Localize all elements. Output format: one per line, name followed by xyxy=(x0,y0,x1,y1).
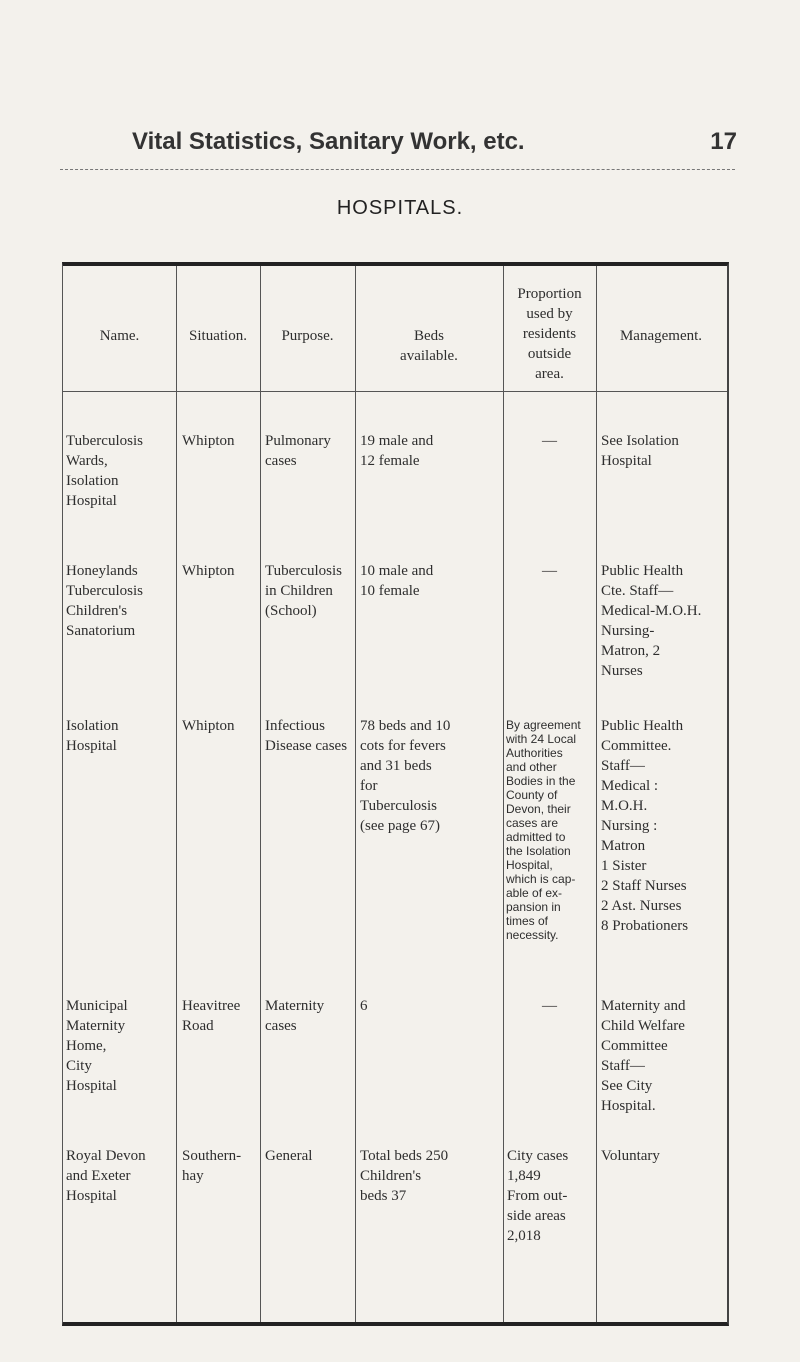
row4-proportion: — xyxy=(542,998,557,1014)
running-title: Vital Statistics, Sanitary Work, etc. xyxy=(132,128,525,155)
row2-management: Public Health Cte. Staff— Medical-M.O.H. Nursing- Matron, 2 Nurses xyxy=(601,563,702,679)
header-purpose: Purpose. xyxy=(281,328,334,344)
hospitals-table xyxy=(62,262,729,1326)
column-divider xyxy=(355,266,356,1322)
row3-beds: 78 beds and 10 cots for fevers and 31 beds for Tuberculosis (see page 67) xyxy=(360,718,451,834)
row4-name: Municipal Maternity Home, City Hospital xyxy=(66,998,128,1094)
row1-proportion: — xyxy=(542,433,557,449)
row5-beds: Total beds 250 Children's beds 37 xyxy=(360,1148,449,1204)
column-divider xyxy=(503,266,504,1322)
row2-purpose: Tuberculosis in Children (School) xyxy=(265,563,342,619)
row1-beds: 19 male and 12 female xyxy=(360,433,434,469)
row1-situation: Whipton xyxy=(182,433,235,449)
header-rule xyxy=(60,169,735,170)
row3-management: Public Health Committee. Staff— Medical : M.O.H. Nursing : Matron 1 Sister 2 Staff Nurses 2 Ast. Nurses 8 Probationers xyxy=(601,718,689,934)
header-proportion: Proportion used by residents outside area. xyxy=(517,286,582,382)
header-beds: Beds available. xyxy=(400,328,458,364)
row5-name: Royal Devon and Exeter Hospital xyxy=(66,1148,146,1204)
row3-name: Isolation Hospital xyxy=(66,718,119,754)
column-divider xyxy=(260,266,261,1322)
row5-proportion: City cases 1,849 From out- side areas 2,018 xyxy=(507,1148,569,1244)
table-title: HOSPITALS. xyxy=(336,197,464,219)
page-number: 17 xyxy=(710,128,737,155)
header-name: Name. xyxy=(99,328,140,344)
header-divider xyxy=(63,391,727,392)
row5-purpose: General xyxy=(265,1148,313,1164)
row4-beds: 6 xyxy=(360,998,368,1014)
column-divider xyxy=(176,266,177,1322)
row4-management: Maternity and Child Welfare Committee Staff— See City Hospital. xyxy=(601,998,686,1114)
row4-purpose: Maternity cases xyxy=(265,998,325,1034)
row2-proportion: — xyxy=(542,563,557,579)
row1-management: See Isolation Hospital xyxy=(601,433,679,469)
row4-situation: Heavitree Road xyxy=(182,998,241,1034)
row2-situation: Whipton xyxy=(182,563,235,579)
running-head xyxy=(60,128,740,158)
header-management: Management. xyxy=(619,328,703,344)
row3-proportion: By agreement with 24 Local Authorities and other Bodies in the County of Devon, their cases are admitted to the Isolation Hospital, which is cap- able of ex- pansion in times of necessity. xyxy=(506,718,581,942)
row2-name: Honeylands Tuberculosis Children's Sanatorium xyxy=(66,563,143,639)
row2-beds: 10 male and 10 female xyxy=(360,563,434,599)
row3-situation: Whipton xyxy=(182,718,235,734)
header-situation: Situation. xyxy=(189,328,247,344)
column-divider xyxy=(596,266,597,1322)
row1-name: Tuberculosis Wards, Isolation Hospital xyxy=(66,433,143,509)
row5-situation: Southern- hay xyxy=(182,1148,242,1184)
row5-management: Voluntary xyxy=(601,1148,660,1164)
row3-purpose: Infectious Disease cases xyxy=(265,718,348,754)
row1-purpose: Pulmonary cases xyxy=(265,433,331,469)
